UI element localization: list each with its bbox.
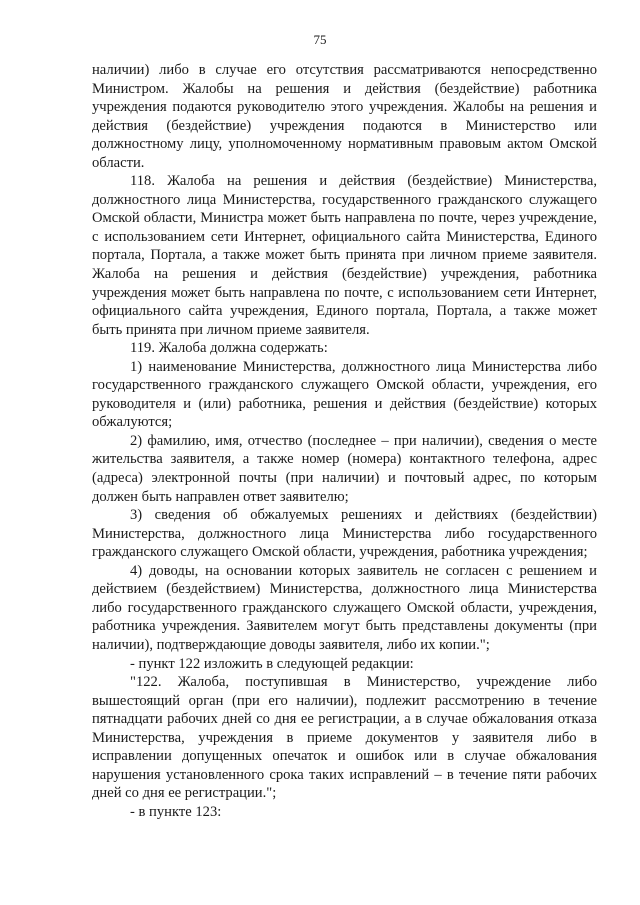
list-item-1: 1) наименование Министерства, должностного лица Министерства либо государственного гражданского служащего Омской области, учреждения, его руководителя и (или) работника, решения и действия (бездействие) которых обжалуются; [92,358,597,431]
list-item-4: 4) доводы, на основании которых заявитель не согласен с решением и действием (бездействием) Министерства, должностного лица Министерства либо государственного гражданского служащего Омской области, учреждения, работника учреждения. Заявителем могут быть представлены документы (при наличии), подтверждающие доводы заявителя, либо их копии."; [92,562,597,653]
list-item-3: 3) сведения об обжалуемых решениях и действиях (бездействии) Министерства, должностного лица Министерства либо государственного гражданского служащего Омской области, учреждения, работника учреждения; [92,507,597,561]
paragraph-continuation: наличии) либо в случае его отсутствия рассматриваются непосредственно Министром. Жалобы на решения и действия (бездействие) работника учреждения подаются руководителю этого учреждения. Жалобы на решения и действия (бездействие) учреждения подаются в Министерство или должностному лицу, уполномоченному нормативным правовым актом Омской области. [92,62,597,171]
paragraph-118: 118. Жалоба на решения и действия (бездействие) Министерства, должностного лица Министерства, государственного гражданского служащего Омской области, Министра может быть направлена по почте, через учреждение, с использованием сети Интернет, официального сайта Министерства, Единого портала, Портала, а также может быть принята при личном приеме заявителя. Жалоба на решения и действия (бездействие) учреждения, работника учреждения может быть направлена по почте, с использованием сети Интернет, официального сайта учреждения, Единого портала, Портала, а также может быть принята при личном приеме заявителя. [92,173,597,338]
page-number: 75 [313,32,327,47]
amendment-123-intro: - в пункте 123: [130,803,222,820]
list-item-2: 2) фамилию, имя, отчество (последнее – при наличии), сведения о месте жительства заявителя, а также номер (номера) контактного телефона, адрес (адреса) электронной почты (при наличии) и почтовый адрес, по которым должен быть направлен ответ заявителю; [92,432,597,505]
paragraph-119: 119. Жалоба должна содержать: [130,340,328,357]
document-body [92,61,597,821]
paragraph-122: "122. Жалоба, поступившая в Министерство, учреждение либо вышестоящий орган (при его наличии), подлежит рассмотрению в течение пятнадцати рабочих дней со дня ее регистрации, а в случае обжалования отказа Министерства, учреждения в приеме документов у заявителя либо в исправлении допущенных опечаток и ошибок или в случае обжалования нарушения установленного срока таких исправлений – в течение пяти рабочих дней со дня ее регистрации."; [92,674,597,802]
amendment-122-intro: - пункт 122 изложить в следующей редакции: [130,655,414,672]
